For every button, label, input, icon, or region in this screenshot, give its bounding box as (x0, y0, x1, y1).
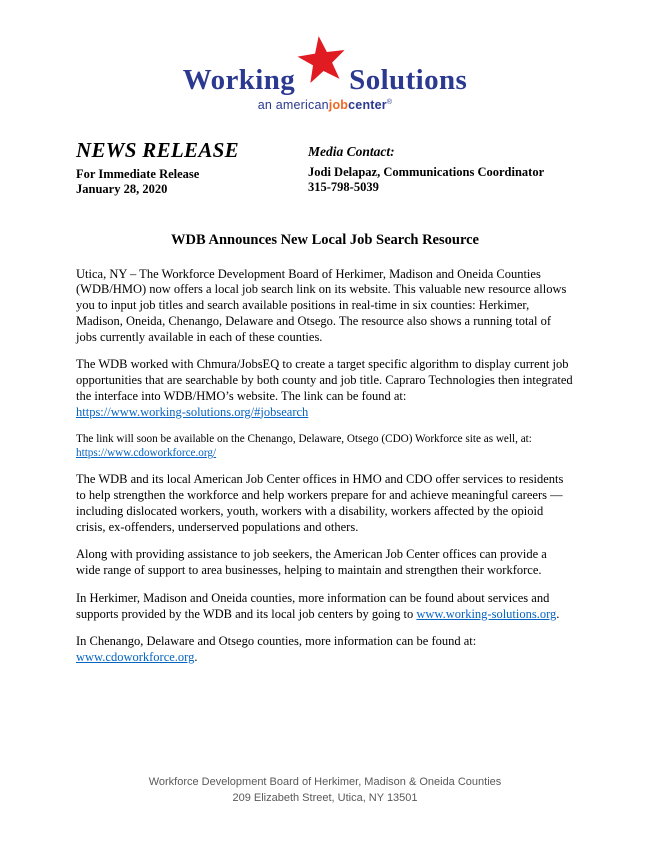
footer-org-line: Workforce Development Board of Herkimer, Madison & Oneida Counties (148, 776, 502, 789)
cdoworkforce-link-2[interactable]: www.cdoworkforce.org (76, 650, 195, 665)
jobsearch-link[interactable]: https://www.working-solutions.org/#jobsearch (76, 404, 309, 419)
footer (0, 775, 650, 807)
paragraph-cdo-info-text: In Chenango, Delaware and Otsego counties, more information can be found at: (76, 634, 477, 649)
paragraph-cdo-info (76, 634, 574, 666)
footer-address-line: 209 Elizabeth Street, Utica, NY 13501 (232, 792, 418, 805)
paragraph-services: The WDB and its local American Job Center offices in HMO and CDO offer services to residents to help strengthen the workforce and help workers prepare for and achieve meaningful careers — including dislocated workers, youth, workers with a disability, workers affected by the opioid crisis, ex-offenders, underserved populations and others. (76, 472, 564, 534)
paragraph-jobseq-text: The WDB worked with Chmura/JobsEQ to create a target specific algorithm to display current job opportunities that are searchable by both county and job title. Capraro Technologies then integrated the interface into WDB/HMO’s website. The link can be found at: (76, 357, 573, 403)
paragraph-cdo-note-text: The link will soon be available on the Chenango, Delaware, Otsego (CDO) Workforce site as well, at: (76, 433, 532, 446)
release-date: January 28, 2020 (76, 182, 168, 197)
paragraph-intro: Utica, NY – The Workforce Development Board of Herkimer, Madison and Oneida Counties (WDB/HMO) now offers a local job search link on its website. This valuable new resource allows you to input job titles and search available positions in real-time in six counties: Herkimer, Madison, Oneida, Chenango, Delaware and Otsego. The resource also shows a running total of jobs currently available in each of these counties. (76, 266, 567, 344)
working-solutions-logo (76, 34, 574, 112)
logo-word-solutions: Solutions (349, 64, 468, 96)
logo-word-working: Working (182, 64, 296, 96)
tagline-center: center (348, 98, 387, 112)
tagline-an-american: an american (257, 98, 329, 112)
tagline-job: job (328, 98, 349, 112)
logo-tagline (76, 98, 574, 112)
paragraph-cdo-note (76, 432, 574, 460)
news-release-heading: NEWS RELEASE (76, 138, 239, 162)
media-contact-block (308, 138, 544, 198)
page-title: WDB Announces New Local Job Search Resource (171, 231, 479, 248)
paragraph-hmo-info-period: . (556, 606, 560, 621)
logo-wordmark (76, 34, 574, 95)
for-immediate-release-label: For Immediate Release (76, 167, 200, 181)
registered-trademark-mark: ® (386, 98, 393, 106)
contact-name: Jodi Delapaz, Communications Coordinator (308, 165, 545, 179)
paragraph-hmo-info (76, 591, 574, 623)
media-contact-label: Media Contact: (308, 144, 395, 159)
release-header-left (76, 138, 308, 198)
cdoworkforce-link[interactable]: https://www.cdoworkforce.org/ (76, 447, 217, 460)
working-solutions-link[interactable]: www.working-solutions.org (416, 606, 557, 621)
release-header (76, 138, 574, 198)
paragraph-cdo-info-period: . (194, 650, 198, 665)
contact-phone: 315-798-5039 (308, 180, 379, 195)
star-icon (293, 31, 352, 90)
paragraph-jobseq (76, 357, 574, 420)
paragraph-hmo-info-text: In Herkimer, Madison and Oneida counties, more information can be found about services and supports provided by the WDB and its local job centers by going to (76, 590, 550, 621)
paragraph-business-support: Along with providing assistance to job seekers, the American Job Center offices can provide a wide range of support to area businesses, helping to maintain and strengthen their workforce. (76, 547, 547, 578)
